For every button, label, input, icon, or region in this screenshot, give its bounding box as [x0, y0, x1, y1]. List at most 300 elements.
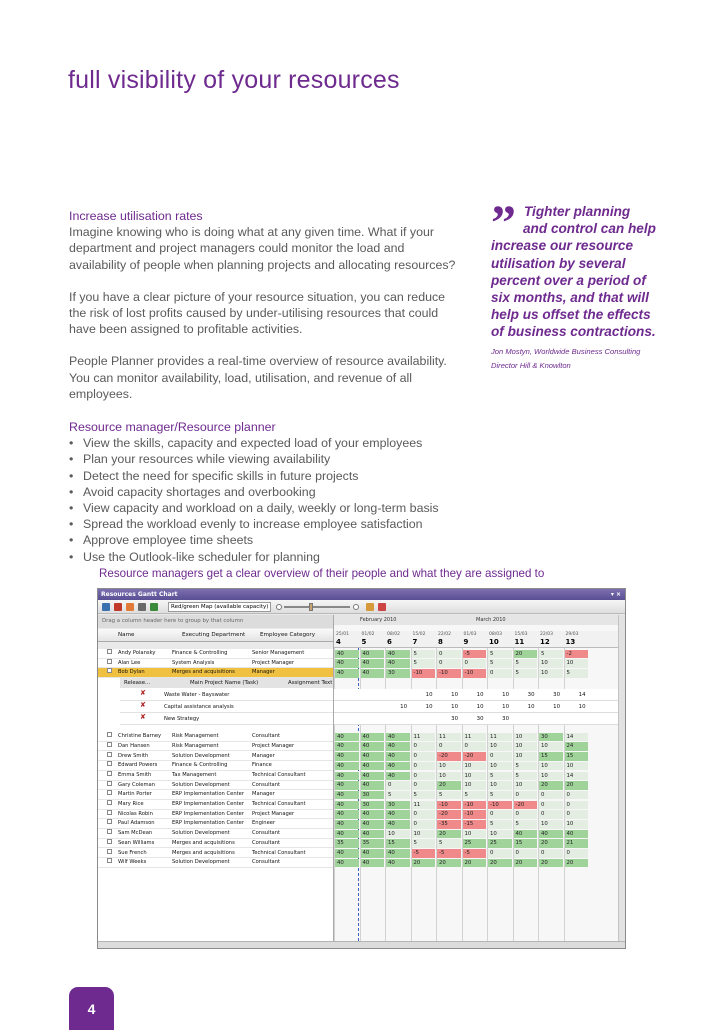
capacity-cell[interactable]: 40	[386, 733, 410, 742]
capacity-cell[interactable]: 40	[361, 810, 385, 819]
quote-attribution	[491, 345, 661, 373]
capacity-cell[interactable]: 40	[335, 659, 359, 668]
capacity-cell[interactable]: 11	[488, 733, 512, 742]
expand-icon[interactable]	[107, 752, 112, 757]
refresh-icon[interactable]	[150, 603, 158, 611]
capacity-cell[interactable]: -5	[463, 650, 487, 659]
capacity-cell[interactable]: 40	[335, 820, 359, 829]
expand-icon[interactable]	[107, 790, 112, 795]
capacity-cell[interactable]: 40	[386, 742, 410, 751]
capacity-cell[interactable]: 20	[539, 781, 563, 790]
gantt-toolbar	[98, 600, 625, 614]
capacity-cell[interactable]: 10	[437, 772, 461, 781]
capacity-cell[interactable]: 0	[412, 810, 436, 819]
column-header-department[interactable]: Executing Department	[182, 632, 246, 638]
employee-name: Christine Barney	[118, 733, 162, 740]
week-column-header	[564, 631, 589, 648]
capacity-cell[interactable]: 10	[539, 772, 563, 781]
capacity-cell[interactable]: -15	[463, 820, 487, 829]
capacity-cell[interactable]: 40	[386, 752, 410, 761]
expand-icon[interactable]	[107, 668, 112, 673]
group-by-bar[interactable]: Drag a column header here to group by that column	[98, 615, 333, 628]
capacity-cell[interactable]: 15	[386, 839, 410, 848]
capacity-cell[interactable]: 35	[361, 839, 385, 848]
employee-name: Martin Porter	[118, 791, 152, 798]
capacity-cell[interactable]: 10	[412, 830, 436, 839]
employee-department: ERP Implementation Center	[172, 791, 244, 798]
capacity-cell[interactable]: 11	[463, 733, 487, 742]
capacity-cell[interactable]: 0	[514, 849, 538, 858]
employee-category: Manager	[252, 669, 275, 676]
capacity-cell[interactable]: 0	[539, 801, 563, 810]
employee-name: Drew Smith	[118, 752, 149, 759]
paragraph-3: People Planner provides a real-time overview of resource availability. You can monitor availability, load, utilisation, and revenue of all employees.	[69, 354, 447, 401]
capacity-cell[interactable]: 0	[488, 810, 512, 819]
capacity-cell[interactable]: 15	[514, 839, 538, 848]
capacity-cell[interactable]: 40	[335, 752, 359, 761]
employee-category: Consultant	[252, 781, 281, 788]
capacity-cell[interactable]: 5	[463, 791, 487, 800]
week-column-header	[538, 631, 563, 648]
capacity-cell[interactable]: 40	[335, 781, 359, 790]
capacity-cell[interactable]: 5	[514, 820, 538, 829]
capacity-cell[interactable]: 5	[539, 650, 563, 659]
table-row[interactable]	[98, 849, 333, 859]
week-column-header	[360, 631, 385, 648]
capacity-cell[interactable]: 30	[386, 801, 410, 810]
capacity-cell[interactable]: 40	[335, 762, 359, 771]
table-row[interactable]	[98, 858, 333, 868]
capacity-cell[interactable]: 20	[514, 859, 538, 868]
capacity-cell[interactable]: 5	[514, 772, 538, 781]
capacity-cell[interactable]: 10	[514, 781, 538, 790]
capacity-cell[interactable]: 40	[539, 830, 563, 839]
capacity-cell[interactable]: 30	[361, 801, 385, 810]
employee-category: Technical Consultant	[252, 849, 306, 856]
capacity-cell[interactable]: 0	[565, 810, 589, 819]
capacity-cell[interactable]: 5	[386, 791, 410, 800]
capacity-cell[interactable]: 40	[335, 742, 359, 751]
expand-icon[interactable]	[107, 659, 112, 664]
task-x-icon: ✘	[140, 713, 146, 722]
capacity-cell[interactable]: 10	[514, 752, 538, 761]
resources-gantt-screenshot	[97, 588, 626, 949]
capacity-cell[interactable]: 10	[463, 830, 487, 839]
employee-category: Consultant	[252, 859, 281, 866]
assignment-hour-cell: 30	[476, 716, 484, 723]
capacity-cell[interactable]: -2	[565, 650, 589, 659]
capacity-cell[interactable]: 30	[386, 669, 410, 678]
assignment-hour-cell: 10	[451, 692, 458, 699]
employee-department: Risk Management	[172, 733, 219, 740]
quote-line-rest: increase our resource utilisation by several percent over a period of six months, and that will help us offset the effects of business contractions.	[491, 238, 656, 340]
capacity-cell[interactable]: 30	[539, 733, 563, 742]
column-header-name[interactable]: Name	[118, 632, 135, 638]
capacity-cell[interactable]: 20	[514, 650, 538, 659]
capacity-cell[interactable]: 0	[386, 781, 410, 790]
capacity-cell[interactable]: 20	[539, 839, 563, 848]
map-select[interactable]: Red/green Map (available capacity)	[168, 602, 271, 612]
employee-name: Edward Powers	[118, 762, 158, 769]
capacity-cell[interactable]: 0	[412, 752, 436, 761]
capacity-cell[interactable]: 40	[361, 820, 385, 829]
zoom-slider-track[interactable]	[284, 606, 350, 608]
capacity-cell[interactable]: 40	[335, 669, 359, 678]
capacity-cell[interactable]: 20	[437, 781, 461, 790]
capacity-cell[interactable]: 40	[514, 830, 538, 839]
capacity-cell[interactable]: 10	[565, 762, 589, 771]
capacity-cell[interactable]: 0	[514, 791, 538, 800]
feature-list	[69, 435, 459, 565]
week-number: 7	[412, 638, 418, 646]
list-item: • Spread the workload evenly to increase employee satisfaction	[69, 516, 459, 532]
expand-icon[interactable]	[107, 732, 112, 737]
capacity-cell[interactable]: 40	[361, 830, 385, 839]
capacity-cell[interactable]: 5	[514, 762, 538, 771]
capacity-cell[interactable]: 5	[412, 659, 436, 668]
expand-icon[interactable]	[107, 819, 112, 824]
hand-icon[interactable]	[366, 603, 374, 611]
capacity-cell[interactable]: 40	[335, 801, 359, 810]
filter-icon[interactable]	[114, 603, 122, 611]
zoom-out-icon[interactable]	[276, 604, 282, 610]
expand-icon[interactable]	[107, 761, 112, 766]
capacity-cell[interactable]: 0	[488, 669, 512, 678]
employee-name: Alan Lee	[118, 659, 141, 666]
assignment-column-header[interactable]: Main Project Name (Task)	[190, 680, 259, 687]
capacity-cell[interactable]: 40	[361, 849, 385, 858]
table-row[interactable]	[98, 761, 333, 771]
capacity-cell[interactable]: 40	[361, 650, 385, 659]
capacity-cell[interactable]: 10	[514, 742, 538, 751]
capacity-cell[interactable]: 5	[412, 839, 436, 848]
table-row[interactable]	[98, 781, 333, 791]
capacity-cell[interactable]: 40	[386, 762, 410, 771]
capacity-cell[interactable]: 11	[437, 733, 461, 742]
table-row[interactable]	[98, 771, 333, 781]
week-number: 4	[336, 638, 341, 646]
table-row[interactable]	[98, 732, 333, 742]
capacity-cell[interactable]: 10	[488, 781, 512, 790]
capacity-cell[interactable]: 5	[412, 791, 436, 800]
table-row[interactable]	[98, 659, 333, 669]
capacity-cell[interactable]: 10	[539, 742, 563, 751]
capacity-cell[interactable]: 0	[539, 810, 563, 819]
assignment-column-header[interactable]: Release...	[124, 680, 151, 687]
capacity-cell[interactable]: -10	[437, 801, 461, 810]
capacity-cell[interactable]: -10	[488, 801, 512, 810]
week-date: 01/02	[361, 632, 375, 637]
capacity-cell[interactable]: 40	[335, 733, 359, 742]
capacity-cell[interactable]: 0	[437, 650, 461, 659]
capacity-cell[interactable]: 14	[565, 772, 589, 781]
capacity-cell[interactable]: 5	[488, 772, 512, 781]
capacity-cell[interactable]: 20	[412, 859, 436, 868]
employee-category: Finance	[252, 762, 272, 769]
capacity-cell[interactable]: 11	[412, 733, 436, 742]
capacity-cell[interactable]: 10	[463, 762, 487, 771]
employee-department: Finance & Controlling	[172, 650, 228, 656]
capacity-cell[interactable]: -10	[463, 669, 487, 678]
capacity-cell[interactable]: 0	[463, 742, 487, 751]
capacity-cell[interactable]: 5	[488, 650, 512, 659]
assignment-subheader	[120, 678, 333, 688]
capacity-cell[interactable]: 5	[565, 669, 589, 678]
horizontal-scrollbar[interactable]	[98, 941, 625, 949]
capacity-cell[interactable]: 0	[412, 820, 436, 829]
subheading-resource-manager: Resource manager/Resource planner	[69, 420, 276, 435]
week-number: 9	[463, 638, 469, 646]
capacity-cell[interactable]: 10	[437, 762, 461, 771]
table-row[interactable]	[98, 668, 333, 678]
capacity-cell[interactable]: 40	[386, 820, 410, 829]
capacity-cell[interactable]: 20	[463, 859, 487, 868]
table-row[interactable]	[98, 649, 333, 659]
quote-author: Jon Mostyn, Worldwide Business Consulting	[491, 346, 641, 356]
capacity-cell[interactable]: -10	[463, 801, 487, 810]
capacity-cell[interactable]: 40	[335, 849, 359, 858]
capacity-cell[interactable]: -20	[437, 752, 461, 761]
capacity-cell[interactable]: 24	[565, 742, 589, 751]
capacity-cell[interactable]: 40	[361, 859, 385, 868]
table-row[interactable]	[98, 790, 333, 800]
employee-department: System Analysis	[172, 659, 215, 666]
expand-icon[interactable]	[107, 781, 112, 786]
list-item: • Plan your resources while viewing availability	[69, 451, 459, 467]
chart-icon[interactable]	[126, 603, 134, 611]
capacity-cell[interactable]: 21	[565, 839, 589, 848]
capacity-cell[interactable]: 40	[335, 650, 359, 659]
grid-icon[interactable]	[102, 603, 110, 611]
week-number: 6	[387, 638, 392, 646]
capacity-cell[interactable]: 40	[361, 742, 385, 751]
expand-icon[interactable]	[107, 839, 112, 844]
assignment-hour-cell: 30	[527, 692, 535, 699]
quote-line-2: and control can help	[523, 221, 656, 237]
week-date: 08/03	[489, 632, 502, 637]
assignment-hour-cell: 30	[502, 716, 509, 723]
capacity-cell[interactable]: -5	[463, 849, 487, 858]
employee-name: Sean Williams	[118, 839, 155, 846]
capacity-cell[interactable]: 40	[335, 859, 359, 868]
assignment-row[interactable]	[120, 701, 333, 713]
assignment-row[interactable]	[120, 713, 333, 725]
capacity-cell[interactable]: 5	[488, 659, 512, 668]
capacity-cell[interactable]: 0	[412, 742, 436, 751]
capacity-cell[interactable]: 10	[488, 762, 512, 771]
capacity-cell[interactable]: 0	[565, 849, 589, 858]
week-number: 8	[438, 638, 443, 646]
expand-icon[interactable]	[107, 858, 112, 863]
employee-category: Senior Management	[252, 650, 305, 656]
week-date: 22/03	[540, 632, 553, 637]
window-buttons[interactable]: ▾ ×	[610, 591, 621, 598]
capacity-cell[interactable]: 10	[463, 772, 487, 781]
capacity-cell[interactable]: 40	[361, 659, 385, 668]
assignment-hour-cell: 10	[425, 704, 433, 711]
assignment-row[interactable]	[120, 689, 333, 701]
capacity-cell[interactable]: -20	[437, 810, 461, 819]
capacity-cell[interactable]: 40	[386, 859, 410, 868]
assignment-hour-cell: 30	[553, 692, 560, 699]
employee-category: Manager	[252, 752, 275, 759]
capacity-cell[interactable]: 10	[514, 733, 538, 742]
capacity-cell[interactable]: 5	[412, 650, 436, 659]
capacity-cell[interactable]: 40	[335, 810, 359, 819]
settings-icon[interactable]	[138, 603, 146, 611]
capacity-cell[interactable]: 10	[539, 762, 563, 771]
capacity-cell[interactable]: 14	[565, 733, 589, 742]
capacity-cell[interactable]: 20	[488, 859, 512, 868]
week-column-header	[385, 631, 410, 648]
capacity-cell[interactable]: 10	[539, 820, 563, 829]
capacity-cell[interactable]: 5	[514, 669, 538, 678]
capacity-cell[interactable]: 15	[565, 752, 589, 761]
table-row[interactable]	[98, 800, 333, 810]
employee-department: Merges and acquisitions	[172, 849, 235, 856]
week-number: 12	[540, 638, 550, 646]
assignment-hours	[334, 701, 626, 713]
capacity-cell[interactable]: -10	[463, 810, 487, 819]
capacity-cell[interactable]: 20	[565, 781, 589, 790]
capacity-cell[interactable]: 0	[488, 752, 512, 761]
capacity-cell[interactable]: 25	[488, 839, 512, 848]
table-row[interactable]	[98, 819, 333, 829]
capacity-cell[interactable]: 40	[386, 810, 410, 819]
week-number: 11	[514, 638, 525, 646]
capacity-cell[interactable]: 10	[565, 820, 589, 829]
capacity-cell[interactable]: 20	[437, 859, 461, 868]
expand-icon[interactable]	[107, 810, 112, 815]
table-row[interactable]	[98, 752, 333, 762]
export-icon[interactable]	[378, 603, 386, 611]
employee-department: Solution Development	[172, 830, 230, 837]
capacity-cell[interactable]: 0	[412, 762, 436, 771]
capacity-cell[interactable]: 20	[565, 859, 589, 868]
list-item: • Detect the need for specific skills in future projects	[69, 468, 459, 484]
capacity-cell[interactable]: -10	[437, 669, 461, 678]
table-row[interactable]	[98, 839, 333, 849]
column-header-category[interactable]: Employee Category	[260, 632, 316, 638]
capacity-cell[interactable]: 5	[437, 839, 461, 848]
week-date: 08/02	[387, 632, 400, 637]
table-row[interactable]	[98, 829, 333, 839]
table-row[interactable]	[98, 742, 333, 752]
employee-name: Sam McDean	[118, 830, 153, 837]
capacity-cell[interactable]: 0	[412, 772, 436, 781]
capacity-cell[interactable]: 0	[565, 791, 589, 800]
capacity-cell[interactable]: 35	[335, 839, 359, 848]
employee-department: Risk Management	[172, 742, 219, 749]
capacity-cell[interactable]: 25	[463, 839, 487, 848]
zoom-in-icon[interactable]	[353, 604, 359, 610]
capacity-cell[interactable]: 0	[437, 659, 461, 668]
table-row[interactable]	[98, 810, 333, 820]
capacity-cell[interactable]: 40	[386, 659, 410, 668]
expand-icon[interactable]	[107, 649, 112, 654]
capacity-cell[interactable]: 5	[514, 659, 538, 668]
capacity-cell[interactable]: 40	[335, 772, 359, 781]
expand-icon[interactable]	[107, 771, 112, 776]
capacity-cell[interactable]: -5	[412, 849, 436, 858]
expand-icon[interactable]	[107, 849, 112, 854]
capacity-cell[interactable]: 30	[361, 791, 385, 800]
capacity-cell[interactable]: 40	[335, 791, 359, 800]
vertical-scrollbar[interactable]	[618, 615, 625, 941]
capacity-cell[interactable]: 0	[463, 659, 487, 668]
capacity-cell[interactable]: 5	[488, 820, 512, 829]
expand-icon[interactable]	[107, 742, 112, 747]
zoom-slider-handle[interactable]	[309, 603, 313, 611]
list-item: • View the skills, capacity and expected load of your employees	[69, 435, 459, 451]
capacity-cell[interactable]: 10	[386, 830, 410, 839]
capacity-cell[interactable]: 11	[412, 801, 436, 810]
capacity-cell[interactable]: 40	[335, 830, 359, 839]
capacity-cell[interactable]: 5	[437, 791, 461, 800]
employee-category: Technical Consultant	[252, 771, 306, 778]
capacity-cell[interactable]: 20	[539, 859, 563, 868]
capacity-cell[interactable]: 40	[386, 650, 410, 659]
capacity-cell[interactable]: -20	[514, 801, 538, 810]
capacity-cell[interactable]: 10	[539, 659, 563, 668]
capacity-cell[interactable]: 40	[565, 830, 589, 839]
employee-name: Sue French	[118, 849, 147, 856]
quote-mark-icon: ”	[491, 194, 516, 250]
capacity-cell[interactable]: 40	[361, 762, 385, 771]
expand-icon[interactable]	[107, 829, 112, 834]
capacity-cell[interactable]: 0	[565, 801, 589, 810]
quote-role: Director Hill & Knowlton	[491, 360, 571, 370]
capacity-cell[interactable]: 10	[565, 659, 589, 668]
capacity-cell[interactable]: 40	[386, 772, 410, 781]
capacity-cell[interactable]: 0	[539, 849, 563, 858]
capacity-cell[interactable]: 0	[539, 791, 563, 800]
capacity-cell[interactable]: 0	[412, 781, 436, 790]
list-item: • Approve employee time sheets	[69, 532, 459, 548]
capacity-cell[interactable]: 40	[361, 669, 385, 678]
window-title: Resources Gantt Chart	[101, 591, 178, 598]
capacity-cell[interactable]: 0	[514, 810, 538, 819]
capacity-cell[interactable]: 5	[488, 791, 512, 800]
page-heading: full visibility of your resources	[68, 66, 400, 94]
assignment-column-header[interactable]: Assignment Text	[288, 680, 333, 687]
employee-category: Manager	[252, 791, 275, 798]
capacity-cell[interactable]: 40	[361, 772, 385, 781]
capacity-cell[interactable]: 0	[488, 849, 512, 858]
capacity-cell[interactable]: 40	[361, 781, 385, 790]
capacity-cell[interactable]: 10	[488, 830, 512, 839]
capacity-cell[interactable]: 10	[463, 781, 487, 790]
capacity-cell[interactable]: -20	[463, 752, 487, 761]
capacity-cell[interactable]: 40	[361, 733, 385, 742]
capacity-cell[interactable]: 10	[539, 669, 563, 678]
capacity-cell[interactable]: 15	[539, 752, 563, 761]
assignment-hour-cell: 10	[425, 692, 433, 699]
page-number: 4	[69, 987, 114, 1030]
week-date: 25/01	[336, 632, 349, 637]
task-name: New Strategy	[164, 716, 200, 723]
capacity-cell[interactable]: -35	[437, 820, 461, 829]
capacity-cell[interactable]: 20	[437, 830, 461, 839]
capacity-cell[interactable]: 40	[361, 752, 385, 761]
capacity-cell[interactable]: 0	[437, 742, 461, 751]
employee-department: ERP Implementation Center	[172, 801, 244, 807]
expand-icon[interactable]	[107, 800, 112, 805]
capacity-cell[interactable]: -5	[437, 849, 461, 858]
capacity-cell[interactable]: -10	[412, 669, 436, 678]
capacity-cell[interactable]: 10	[488, 742, 512, 751]
capacity-cell[interactable]: 40	[386, 849, 410, 858]
